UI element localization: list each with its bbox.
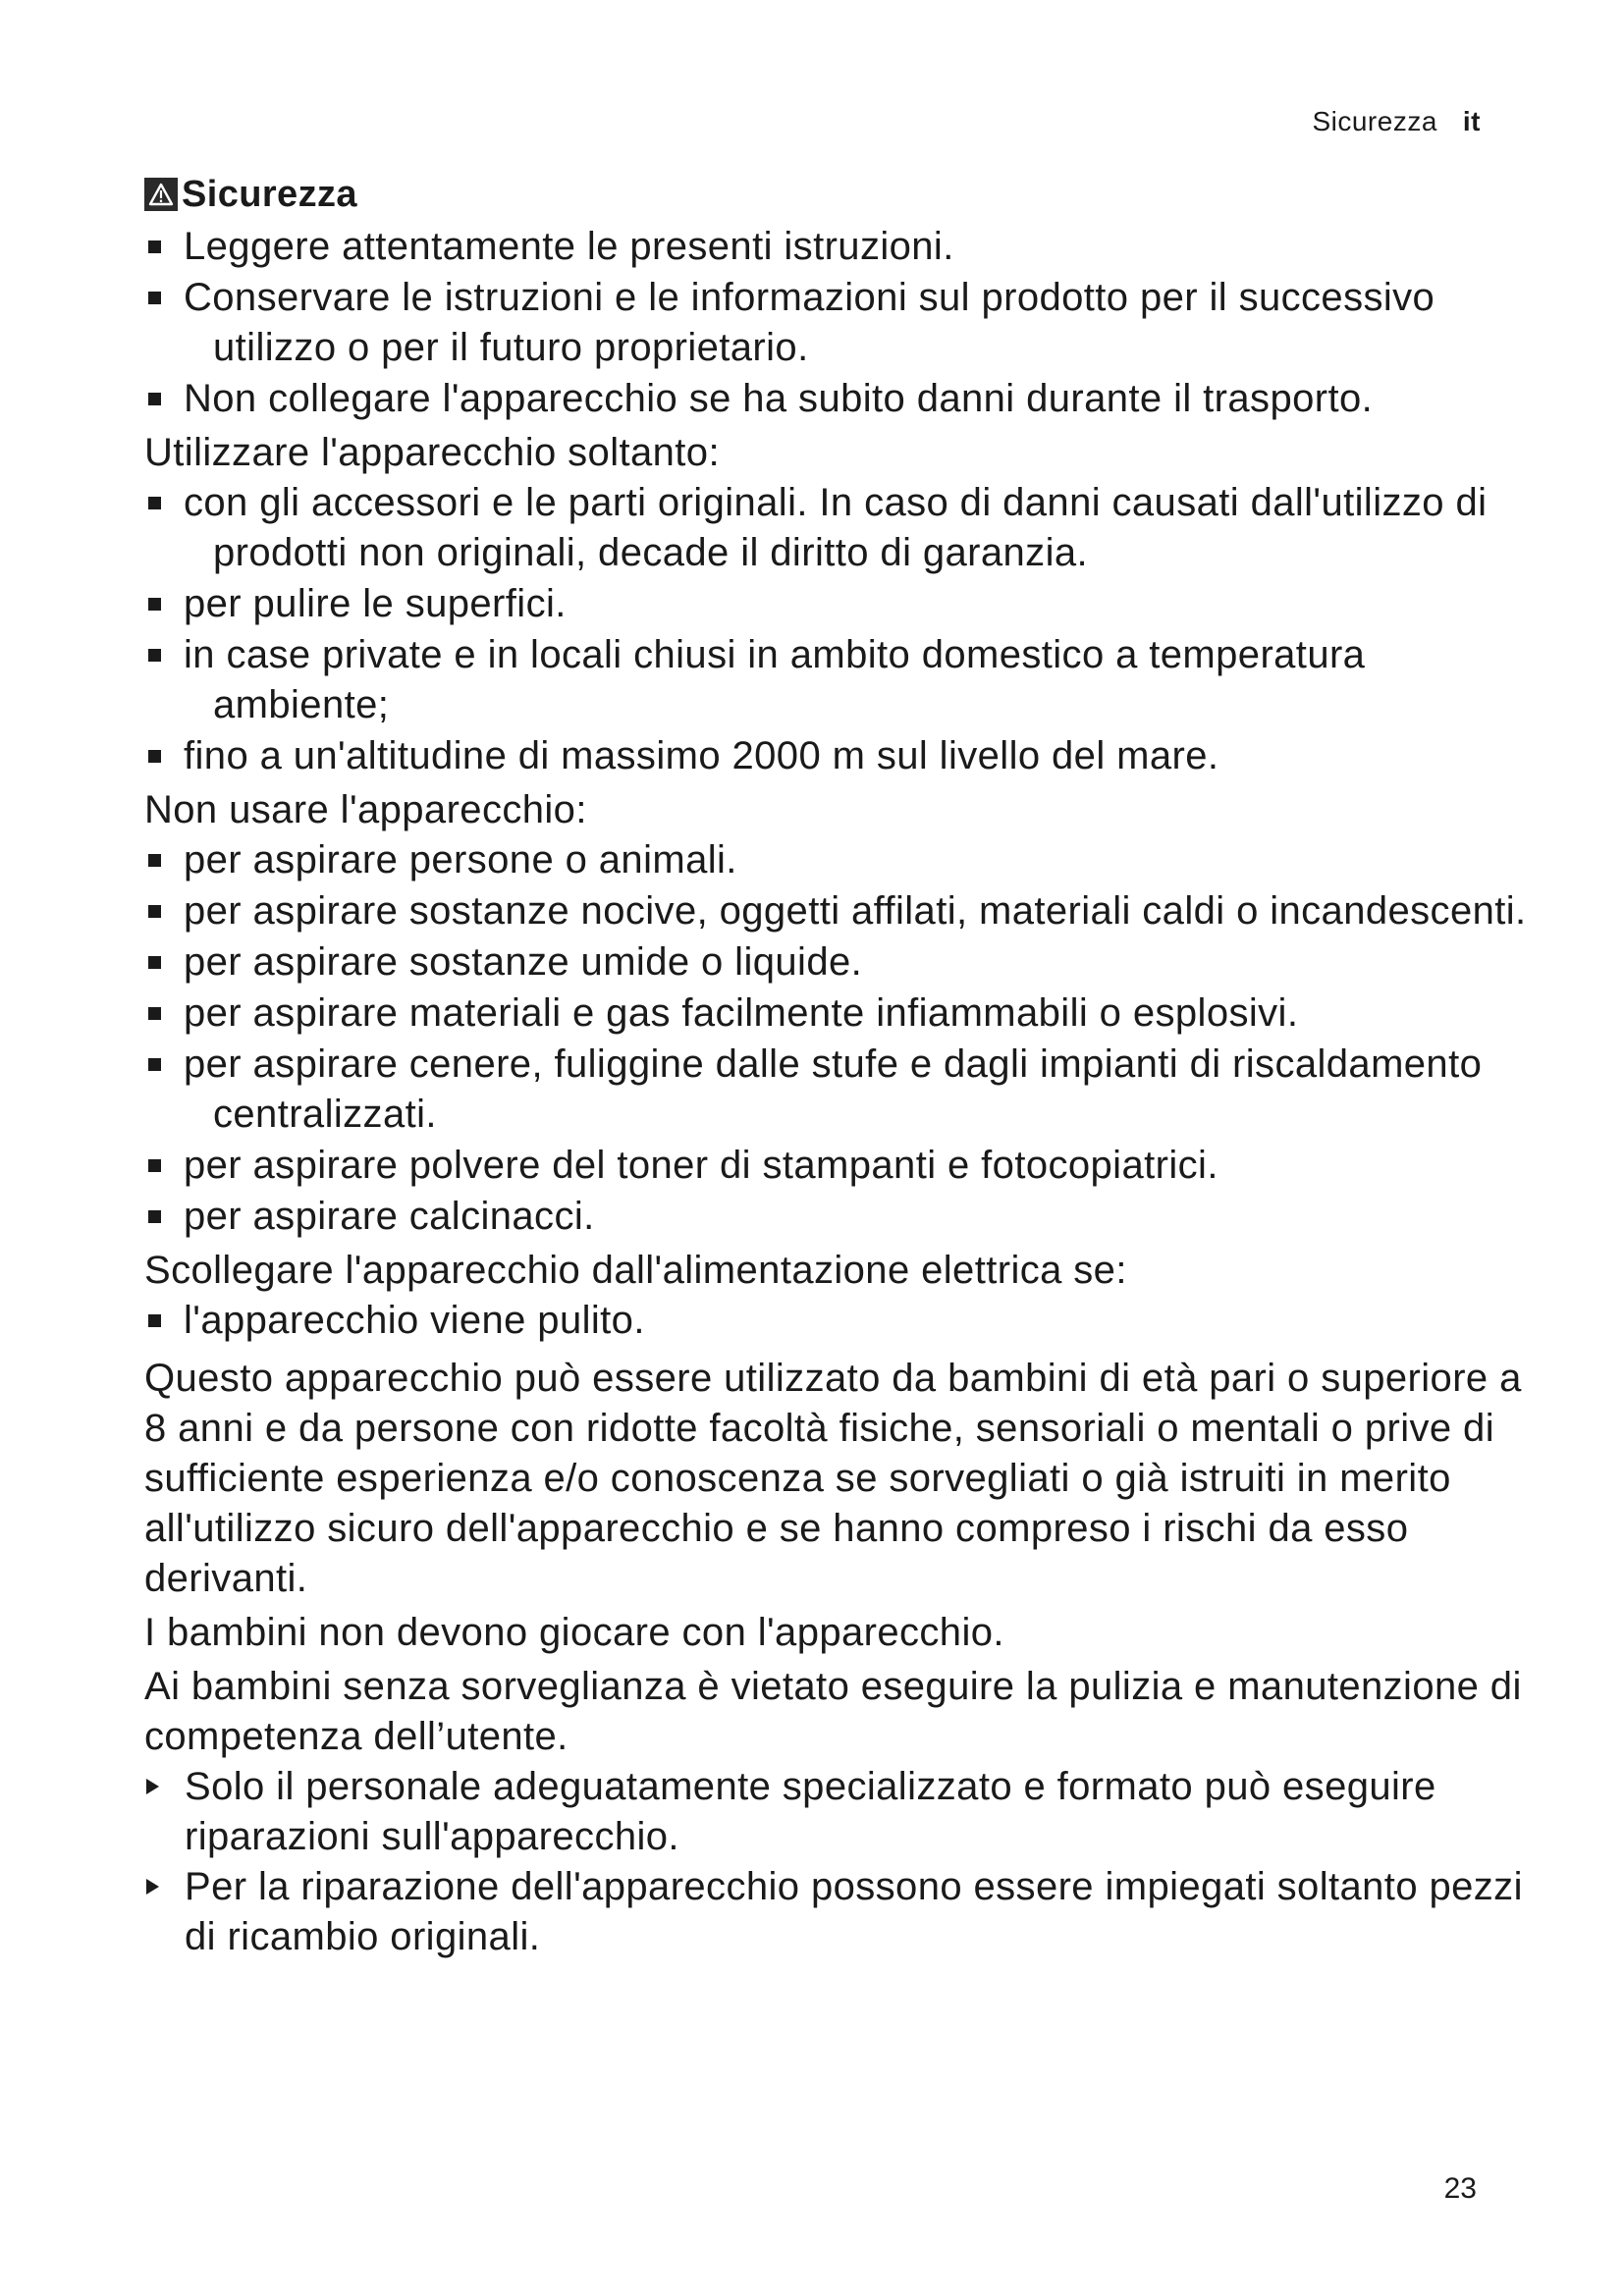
children-usage-paragraph: Questo apparecchio può essere utilizzato da bambini di età pari o superiore a 8 anni e da persone con ridotte facoltà fisiche, sensoriali o mentali o prive di sufficiente esperienza e/o conoscenza se sorvegliati o già istruiti in merito all'utilizzo sicuro dell'apparecchio e se hanno compreso i rischi da esso derivanti.	[144, 1357, 1522, 1600]
list-item: fino a un'altitudine di massimo 2000 m sul livello del mare.	[144, 731, 1539, 781]
no-play-paragraph: I bambini non devono giocare con l'apparecchio.	[144, 1611, 1004, 1654]
list-item: per aspirare cenere, fuliggine dalle stufe e dagli impianti di riscaldamento centralizzati.	[144, 1040, 1539, 1140]
use-only-intro: Utilizzare l'apparecchio soltanto:	[144, 431, 720, 474]
list-item: per aspirare persone o animali.	[144, 835, 1539, 885]
list-item: Per la riparazione dell'apparecchio possono essere impiegati soltanto pezzi di ricambio originali.	[144, 1862, 1539, 1962]
page-number: 23	[1443, 2172, 1477, 2205]
list-item: con gli accessori e le parti originali. In caso di danni causati dall'utilizzo di prodotti non originali, decade il diritto di garanzia.	[144, 478, 1539, 578]
list-item: per aspirare materiali e gas facilmente infiammabili o esplosivi.	[144, 988, 1539, 1039]
list-item: Solo il personale adeguatamente specializzato e formato può eseguire riparazioni sull'apparecchio.	[144, 1762, 1539, 1862]
repair-list	[144, 1762, 1539, 1962]
use-only-list	[144, 478, 1539, 781]
list-item: Leggere attentamente le presenti istruzioni.	[144, 222, 1539, 272]
disconnect-list	[144, 1296, 1539, 1346]
list-item: per aspirare sostanze nocive, oggetti affilati, materiali caldi o incandescenti.	[144, 886, 1539, 936]
no-cleaning-paragraph: Ai bambini senza sorveglianza è vietato eseguire la pulizia e manutenzione di competenza dell’utente.	[144, 1665, 1522, 1758]
list-item: per aspirare polvere del toner di stampanti e fotocopiatrici.	[144, 1141, 1539, 1191]
section-heading	[144, 169, 1539, 220]
disconnect-intro: Scollegare l'apparecchio dall'alimentazione elettrica se:	[144, 1249, 1127, 1292]
do-not-use-list	[144, 835, 1539, 1242]
list-item: l'apparecchio viene pulito.	[144, 1296, 1539, 1346]
list-item: Conservare le istruzioni e le informazioni sul prodotto per il successivo utilizzo o per il futuro proprietario.	[144, 273, 1539, 373]
list-item: in case private e in locali chiusi in ambito domestico a temperatura ambiente;	[144, 630, 1539, 730]
page-content	[144, 169, 1539, 1962]
warning-triangle-icon	[144, 178, 178, 211]
intro-list	[144, 222, 1539, 424]
list-item: Non collegare l'apparecchio se ha subito danni durante il trasporto.	[144, 374, 1539, 424]
running-header	[1312, 106, 1481, 137]
list-item: per aspirare calcinacci.	[144, 1192, 1539, 1242]
list-item: per aspirare sostanze umide o liquide.	[144, 937, 1539, 988]
running-header-language: it	[1462, 106, 1481, 136]
section-title: Sicurezza	[182, 173, 357, 215]
running-header-section: Sicurezza	[1312, 106, 1437, 136]
list-item: per pulire le superfici.	[144, 579, 1539, 629]
do-not-use-intro: Non usare l'apparecchio:	[144, 788, 587, 831]
